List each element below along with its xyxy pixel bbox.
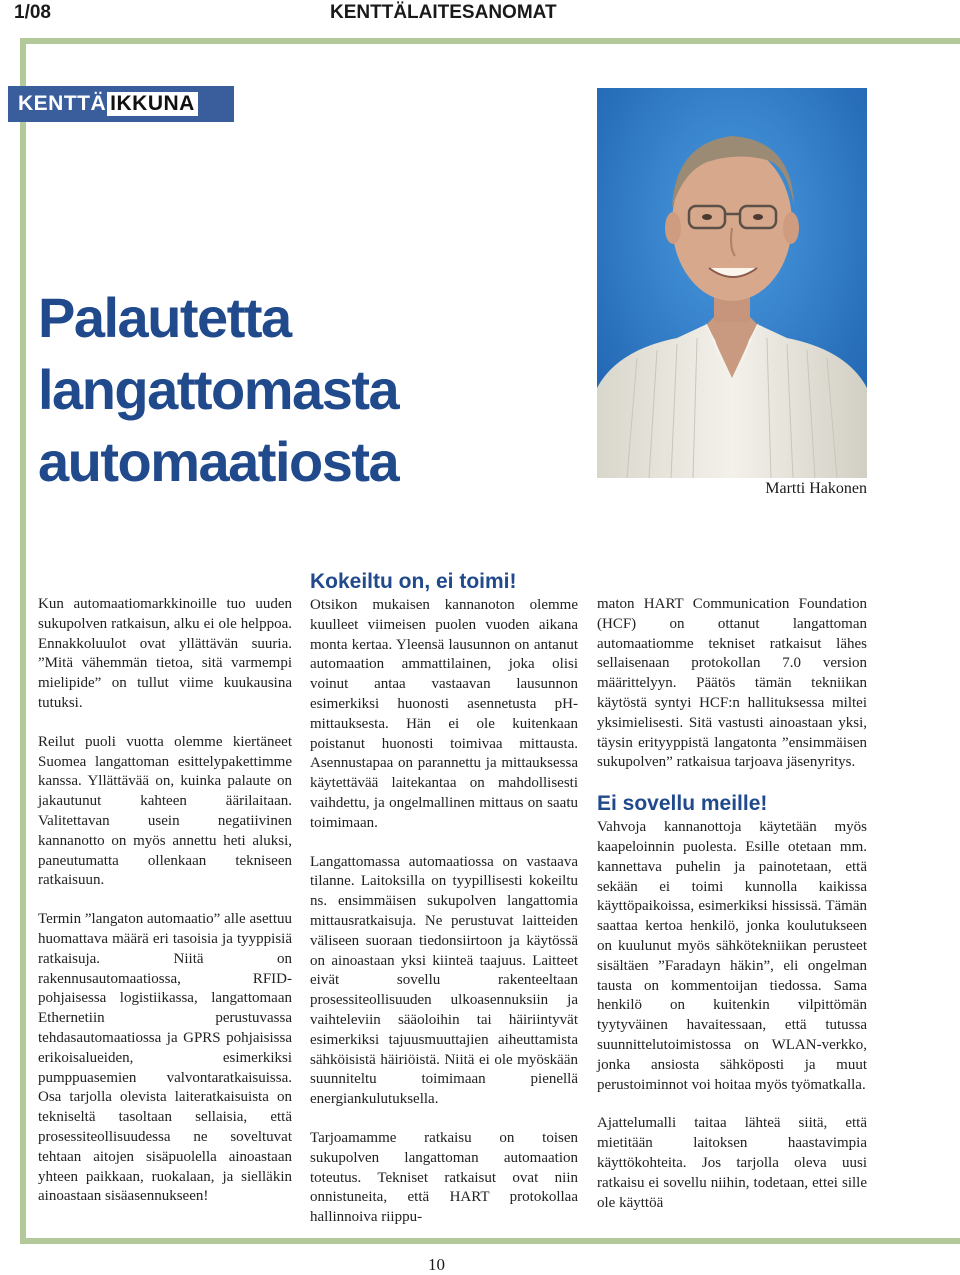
paragraph: maton HART Communication Foundation (HCF) on ottanut langattoman automaatiomme tekniset ratkaisut lähes sellaisenaan protokollan 7.0 version määrittelyyn. Päätös tämän tekniikan käytöstä syntyi HCF:n hallituksessa miltei yksimielisesti. Sitä vastusti ainoastaan yksi, täysin erityyppistä langatonta ”ensimmäisen sukupolven” ratkaisua tarjoava jäsenyritys. xyxy=(597,596,867,771)
section-tag xyxy=(8,86,234,122)
photo-caption: Martti Hakonen xyxy=(765,480,867,497)
paragraph: Kun automaatiomarkkinoille tuo uuden sukupolven ratkaisun, alku ei ole helppoa. Ennakkoluulot ovat yllättävän suuria. ”Mitä vähemmän tietoa, sitä varmempi mielipide” on tullut viime kuukausina tutuksi. xyxy=(38,596,292,711)
article-column-3 xyxy=(597,595,867,1213)
paragraph: Vahvoja kannanottoja käytetään myös kaapeloinnin puolesta. Esille otetaan mm. kannettava puhelin ja painotetaan, että sekään ei toimi kunnolla kaikissa käyttöpaikoissa, esimerkiksi hississä. Tämän saattaa kertoa henkilö, jonka koulutukseen on kuulunut myös sähkötekniikan perusteet sisältäen ”Faradayn häkin”, eli ongelman tausta on kommentoijan tiedossa. Sama henkilö on kuitenkin vilpittömän tyytyväinen havaitessaan, että tutussa suunnittelutoimistossa on WLAN-verkko, jonka ansiosta sähköposti ja muut perustoiminnot voi hoitaa myös työmatkalla. xyxy=(597,819,867,1093)
page-border-bottom xyxy=(20,1238,960,1244)
section-tag-part1: KENTTÄ xyxy=(18,92,107,115)
article-column-2 xyxy=(310,570,578,1228)
paragraph: Langattomassa automaatiossa on vastaava tilanne. Laitoksilla on tyypillisesti kokeiltu ns. ensimmäisen sukupolven langattomia mittausratkaisuja. Ne perustuvat laitteiden väliseen suoraan tiedonsiirtoon ja käytössä on ainoastaan yksi kiinteä taajuus. Laitteet eivät sovellu rakenteeltaan prosessiteollisuuden ulkoasennuksiin ja vaihteleviin sääoloihin tai häiriintyvät esimerkiksi tajuusmuuttajien aiheuttamista sähköisistä häiriöistä. Niitä ei ole myöskään suunniteltu toimimaan pienellä energiankulutuksella. xyxy=(310,853,578,1108)
magazine-title: KENTTÄLAITESANOMAT xyxy=(330,2,557,23)
page-number: 10 xyxy=(428,1255,445,1274)
paragraph: Reilut puoli vuotta olemme kiertäneet Suomea langattoman esittelypakettimme kanssa. Yllättävää on, kuinka palaute on jakautunut kahteen äärilaitaan. Valitettavan usein negatiivinen kannanotto on myös annettu heti aluksi, paneutumatta ollenkaan tekniseen ratkaisuun. xyxy=(38,733,292,889)
article-column-1 xyxy=(38,595,292,1207)
paragraph: Termin ”langaton automaatio” alle asettuu huomattava määrä eri tasoisia ja tyyppisiä ratkaisuja. Niitä on rakennusautomaatiossa, RFID-pohjaisessa logistiikassa, langattomaan Ethernetiin perustuvassa tehdasautomaatiossa ja GPRS pohjaisissa erikoisalueiden, esimerkiksi pumppuasemien valvontaratkaisuissa. Osa tarjolla olevista laiteratkaisuista on tekniseltä tasoltaan sellaisia, että prosessiteollisuudessa ne soveltuvat tehtaan aitojen sisäpuolella ainoastaan yhteen paikkaan, ruokalaan, ja sielläkin ainoastaan sisäasennukseen! xyxy=(38,911,292,1205)
paragraph: Otsikon mukaisen kannanoton olemme kuulleet viimeisen puolen vuoden aikana monta kertaa. Yleensä lausunnon on antanut automaation ammattilainen, joka olisi voinut antaa vastaavan lausunnon esimerkiksi huonosti asennetusta pH-mittauksesta. Hän ei ole kuitenkaan poistanut huonosti toimivaa mittausta. Asennustapaa on parannettu ja mittauksessa käytettävää laitekantaa on mahdollisesti vaihdettu, ja ongelmallinen mittaus on saatu toimimaan. xyxy=(310,597,578,831)
subheading: Kokeiltu on, ei toimi! xyxy=(310,570,517,593)
page-border-left xyxy=(20,38,26,1244)
section-tag-part2: IKKUNA xyxy=(107,92,198,116)
paragraph: Tarjoamamme ratkaisu on toisen sukupolven langattoman automaation toteutus. Tekniset ratkaisut ovat niin onnistuneita, että HART protokollaa hallinnoiva riippu- xyxy=(310,1129,578,1226)
author-portrait-photo xyxy=(597,88,867,478)
subheading: Ei sovellu meille! xyxy=(597,792,768,816)
paragraph: Ajattelumalli taitaa lähteä siitä, että mietitään laitoksen haastavimpia käyttökohteita. Jos tarjolla oleva uusi ratkaisu ei sovellu niihin, todetaan, ettei sille ole käyttöä xyxy=(597,1115,867,1211)
portrait-illustration xyxy=(597,88,867,478)
issue-number: 1/08 xyxy=(14,2,51,23)
headline-line-2: langattomasta xyxy=(38,358,399,421)
page-border-top xyxy=(20,38,960,44)
headline-line-3: automaatiosta xyxy=(38,430,399,493)
article-headline xyxy=(38,282,578,498)
headline-line-1: Palautetta xyxy=(38,286,291,349)
